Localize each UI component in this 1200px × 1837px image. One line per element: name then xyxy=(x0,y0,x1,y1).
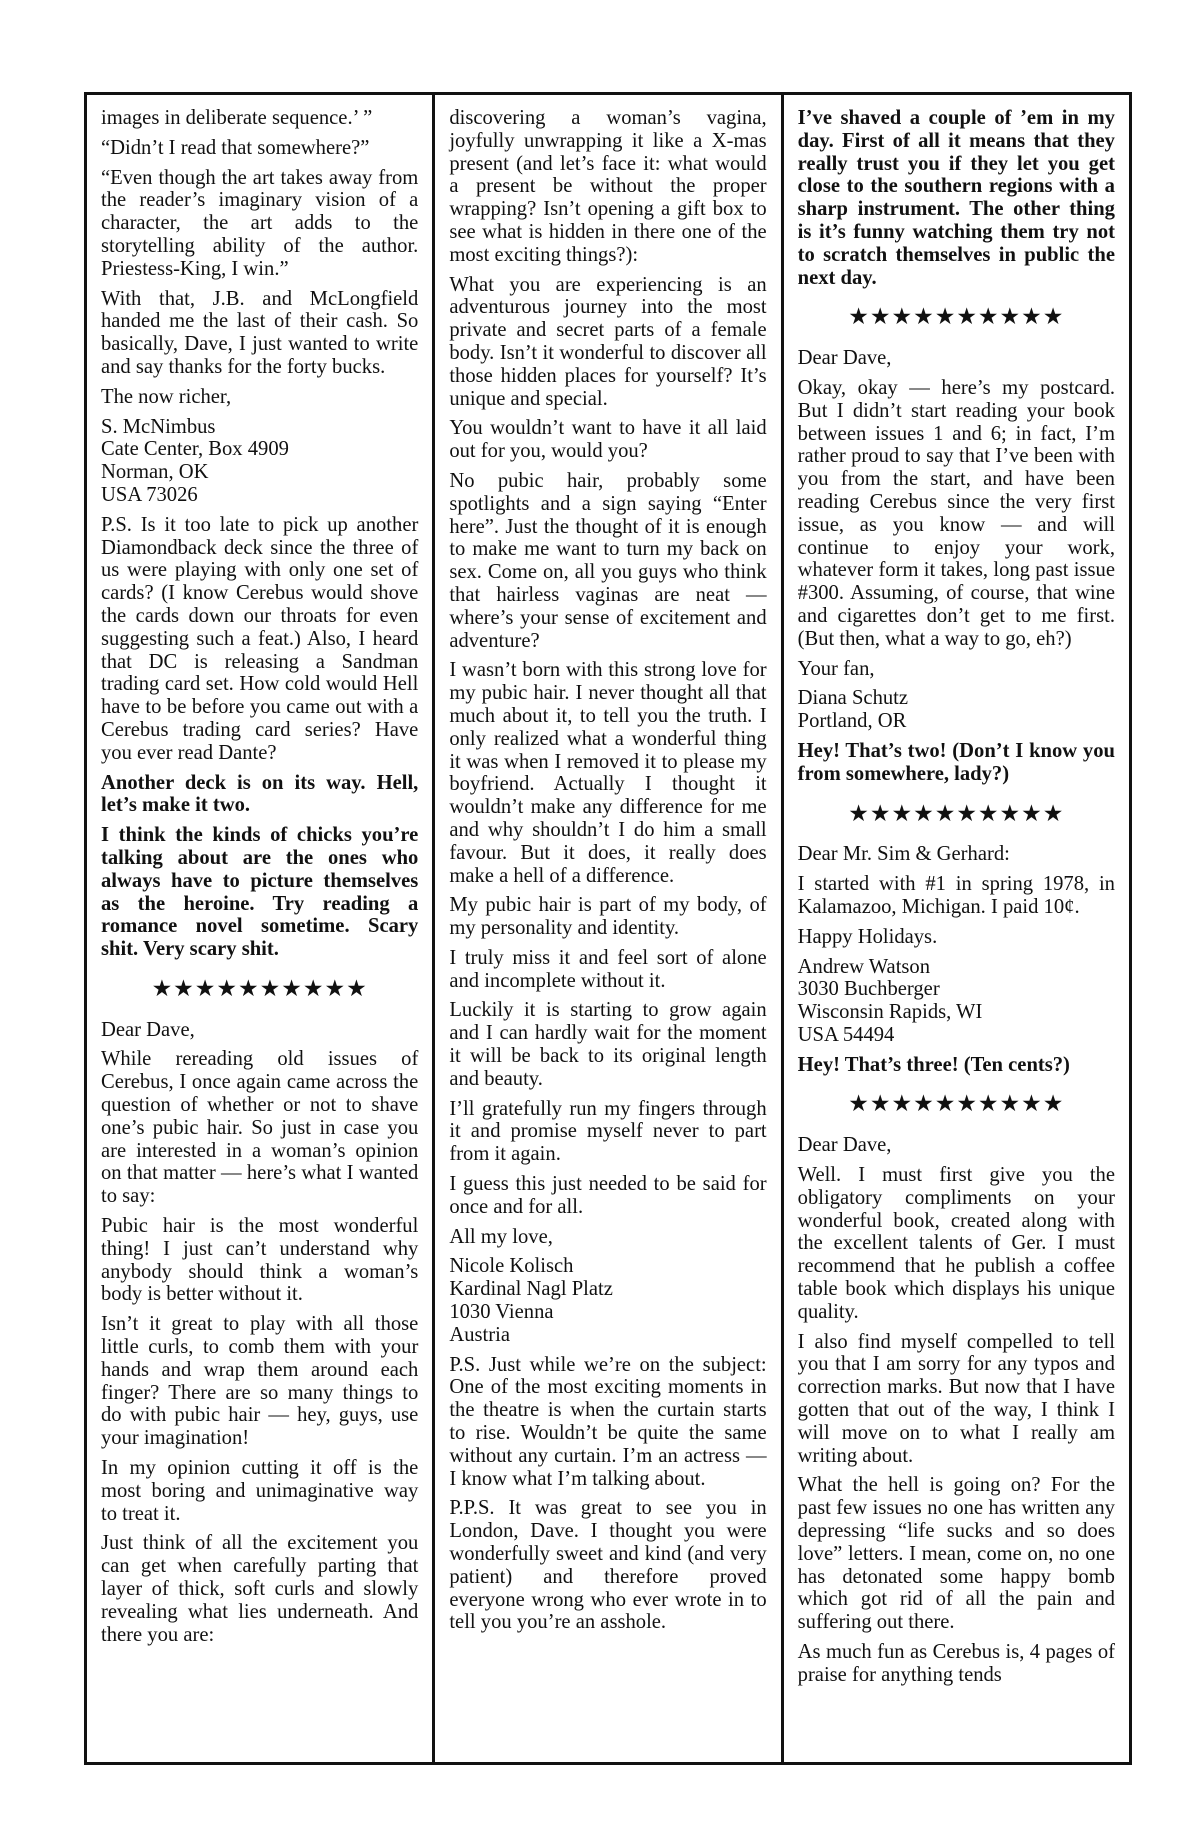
letter-paragraph: What the hell is going on? For the past few issues no one has written any depressing “life sucks and so does love” letters. I mean, come on, no one has detonated some happy bomb which got rid of all the pain and suffering out there. xyxy=(797,1474,1115,1634)
editor-reply: I think the kinds of chicks you’re talking about are the ones who always have to picture themselves as the heroine. Try reading a romance novel sometime. Scary shit. Very scary shit. xyxy=(101,824,419,961)
column-3 xyxy=(781,95,1129,1762)
letter-paragraph: I started with #1 in spring 1978, in Kalamazoo, Michigan. I paid 10¢. xyxy=(797,873,1115,918)
star-divider: ★★★★★★★★★★ xyxy=(848,1091,1065,1117)
letter-paragraph: With that, J.B. and McLongfield handed me the last of their cash. So basically, Dave, I just wanted to write and say thanks for the forty bucks. xyxy=(101,287,419,378)
address-line: S. McNimbus xyxy=(101,415,216,438)
letter-paragraph: Isn’t it great to play with all those little curls, to comb them with your hands and wrap them around each finger? There are so many things to do with pubic hair — hey, guys, use your imagination! xyxy=(101,1313,419,1450)
star-divider: ★★★★★★★★★★ xyxy=(848,304,1065,330)
editor-reply: Hey! That’s two! (Don’t I know you from somewhere, lady?) xyxy=(797,739,1115,785)
column-1 xyxy=(87,95,432,1762)
letter-closing: The now richer, xyxy=(101,385,232,408)
letter-paragraph: Luckily it is starting to grow again and I can hardly wait for the moment it will be back to its original length and beauty. xyxy=(449,999,767,1090)
address-line: Diana Schutz xyxy=(797,687,909,710)
editor-reply: Hey! That’s three! (Ten cents?) xyxy=(797,1053,1070,1076)
letter-paragraph: I’ll gratefully run my fingers through it and promise myself never to part from it again. xyxy=(449,1097,767,1166)
sender-address xyxy=(101,416,418,507)
column-2 xyxy=(432,95,780,1762)
letters-page-frame xyxy=(84,92,1132,1765)
letter-closing: All my love, xyxy=(449,1225,553,1248)
letter-paragraph: “Didn’t I read that somewhere?” xyxy=(101,136,370,159)
address-line: Andrew Watson xyxy=(797,955,931,978)
sender-address xyxy=(798,687,1115,733)
letter-paragraph: Happy Holidays. xyxy=(797,925,938,948)
letter-paragraph: Just think of all the excitement you can get when carefully parting that layer of thick, soft curls and slowly revealing what lies underneath. And there you are: xyxy=(101,1532,419,1646)
letter-paragraph: I also find myself compelled to tell you that I am sorry for any typos and correction marks. But now that I have gotten that out of the way, I think I will move on to what I really am writing about. xyxy=(797,1330,1115,1467)
star-divider: ★★★★★★★★★★ xyxy=(848,800,1065,826)
letter-closing: Your fan, xyxy=(797,657,875,680)
address-line: Wisconsin Rapids, WI xyxy=(797,1001,983,1024)
address-line: USA 73026 xyxy=(101,483,198,506)
letter-salutation: Dear Dave, xyxy=(797,1134,892,1157)
letter-paragraph: discovering a woman’s vagina, joyfully unwrapping it like a X-mas present (and let’s face it: what would a present be without the proper wrapping? Isn’t opening a gift box to see what is hidden in there one of the most exciting things?): xyxy=(449,107,767,266)
letter-paragraph: I truly miss it and feel sort of alone and incomplete without it. xyxy=(449,946,767,992)
editor-reply: Another deck is on its way. Hell, let’s make it two. xyxy=(101,771,419,817)
address-line: Norman, OK xyxy=(101,461,209,484)
letter-paragraph: images in deliberate sequence.’ ” xyxy=(101,107,373,129)
letter-paragraph: No pubic hair, probably some spotlights and a sign saying “Enter here”. Just the thought of it is enough to make me want to turn my back on sex. Come on, all you guys who think that hairless vaginas are neat — where’s your sense of excitement and adventure? xyxy=(449,469,767,652)
letter-paragraph: What you are experiencing is an adventurous journey into the most private and secret parts of a female body. Isn’t it wonderful to discover all those hidden places for yourself? It’s unique and special. xyxy=(449,273,767,410)
address-line: Austria xyxy=(449,1323,510,1346)
letter-paragraph: You wouldn’t want to have it all laid out for you, would you? xyxy=(449,417,767,463)
address-line: Cate Center, Box 4909 xyxy=(101,438,289,461)
address-line: USA 54494 xyxy=(797,1023,895,1046)
letter-paragraph: I wasn’t born with this strong love for my pubic hair. I never thought all that much about it, to tell you the truth. I only realized what a wonderful thing it was when I removed it to please my boyfriend. Actually I thought it wouldn’t make any difference for me and why shouldn’t I do him a small favour. But it does, it really does make a hell of a difference. xyxy=(449,659,767,887)
letter-paragraph: I guess this just needed to be said for once and for all. xyxy=(449,1173,767,1218)
letter-paragraph: While rereading old issues of Cerebus, I once again came across the question of whether or not to shave one’s pubic hair. So just in case you are interested in a woman’s opinion on that matter — here’s what I wanted to say: xyxy=(101,1048,419,1208)
letter-paragraph: Pubic hair is the most wonderful thing! I just can’t understand why anybody should think a woman’s body is better without it. xyxy=(101,1215,419,1306)
sender-address xyxy=(449,1255,766,1346)
letter-postscript: P.P.S. It was great to see you in London, Dave. I thought you were wonderfully sweet and kind (and very patient) and therefore proved everyone wrong who ever wrote in to tell you you’re an asshole. xyxy=(449,1497,767,1634)
address-line: 1030 Vienna xyxy=(449,1301,554,1324)
letter-salutation: Dear Dave, xyxy=(101,1018,195,1041)
letter-postscript: P.S. Is it too late to pick up another Diamondback deck since the three of us were playing with only one set of cards? (I know Cerebus would shove the cards down our throats for even suggesting such a feat.) Also, I heard that DC is releasing a Sandman trading card set. How cold would Hell have to be before you came out with a Cerebus trading card series? Have you ever read Dante? xyxy=(101,513,419,764)
letter-postscript: P.S. Just while we’re on the subject: One of the most exciting moments in the theatre is when the curtain starts to rise. Wouldn’t be quite the same without any curtain. I’m an actress — I know what I’m talking about. xyxy=(449,1353,767,1490)
address-line: 3030 Buchberger xyxy=(797,978,940,1001)
letter-paragraph: “Even though the art takes away from the reader’s imaginary vision of a character, the art adds to the storytelling ability of the author. Priestess-King, I win.” xyxy=(101,166,419,280)
editor-reply: I’ve shaved a couple of ’em in my day. First of all it means that they really trust you if they let you get close to the southern regions with a sharp instrument. The other thing is it’s funny watching them try not to scratch themselves in public the next day. xyxy=(797,107,1115,289)
letter-paragraph: Okay, okay — here’s my postcard. But I didn’t start reading your book between issues 1 and 6; in fact, I’m rather proud to say that I’ve been with you from the start, and have been reading Cerebus since the very first issue, as you know — and will continue to enjoy your work, whatever form it takes, long past issue #300. Assuming, of course, that wine and cigarettes don’t get to me first. (But then, what a way to go, eh?) xyxy=(797,376,1115,650)
letter-salutation: Dear Dave, xyxy=(797,347,892,370)
letter-salutation: Dear Mr. Sim & Gerhard: xyxy=(797,843,1010,866)
letter-paragraph: As much fun as Cerebus is, 4 pages of praise for anything tends xyxy=(797,1641,1115,1686)
address-line: Nicole Kolisch xyxy=(449,1255,574,1278)
letter-paragraph: In my opinion cutting it off is the most boring and unimaginative way to treat it. xyxy=(101,1457,419,1525)
sender-address xyxy=(798,956,1115,1047)
letter-paragraph: My pubic hair is part of my body, of my personality and identity. xyxy=(449,894,767,940)
address-line: Portland, OR xyxy=(797,710,907,733)
star-divider: ★★★★★★★★★★ xyxy=(151,975,368,1001)
letter-paragraph: Well. I must first give you the obligatory compliments on your wonderful book, created along with the excellent talents of Ger. I must recommend that he publish a coffee table book which displays his unique quality. xyxy=(797,1164,1115,1323)
address-line: Kardinal Nagl Platz xyxy=(449,1278,613,1301)
